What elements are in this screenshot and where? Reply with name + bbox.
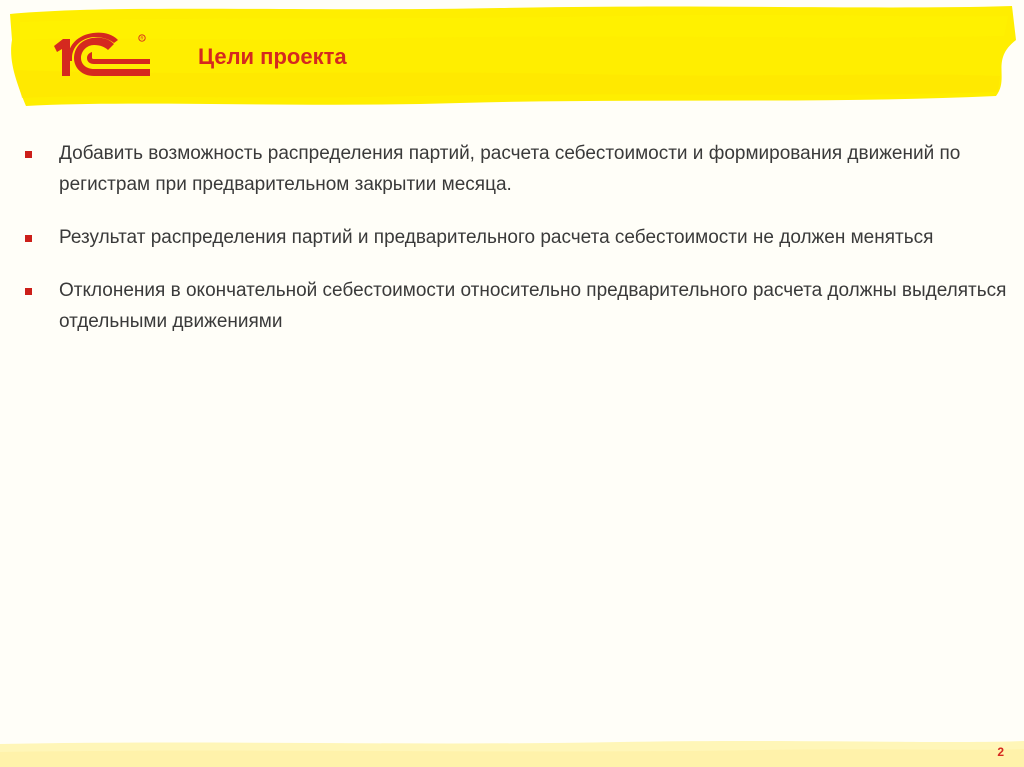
header-brush-band (0, 0, 1024, 115)
square-bullet-icon (25, 235, 32, 242)
bullet-text: Результат распределения партий и предварительного расчета себестоимости не должен меняться (59, 227, 934, 248)
square-bullet-icon (25, 288, 32, 295)
bullet-item (25, 222, 1010, 253)
bullet-item (25, 275, 1010, 337)
bullet-list (25, 138, 1010, 359)
bullet-item (25, 138, 1010, 200)
footer-brush-band (0, 738, 1024, 767)
slide-title: Цели проекта (198, 44, 347, 69)
bullet-text: Отклонения в окончательной себестоимости относительно предварительного расчета должны выделяться отдельными движениями (59, 280, 1007, 332)
bullet-text: Добавить возможность распределения партий, расчета себестоимости и формирования движений по регистрам при предварительном закрытии месяца. (59, 143, 961, 195)
1c-logo (52, 32, 152, 84)
page-number: 2 (997, 745, 1004, 759)
square-bullet-icon (25, 151, 32, 158)
svg-text:R: R (140, 35, 144, 41)
